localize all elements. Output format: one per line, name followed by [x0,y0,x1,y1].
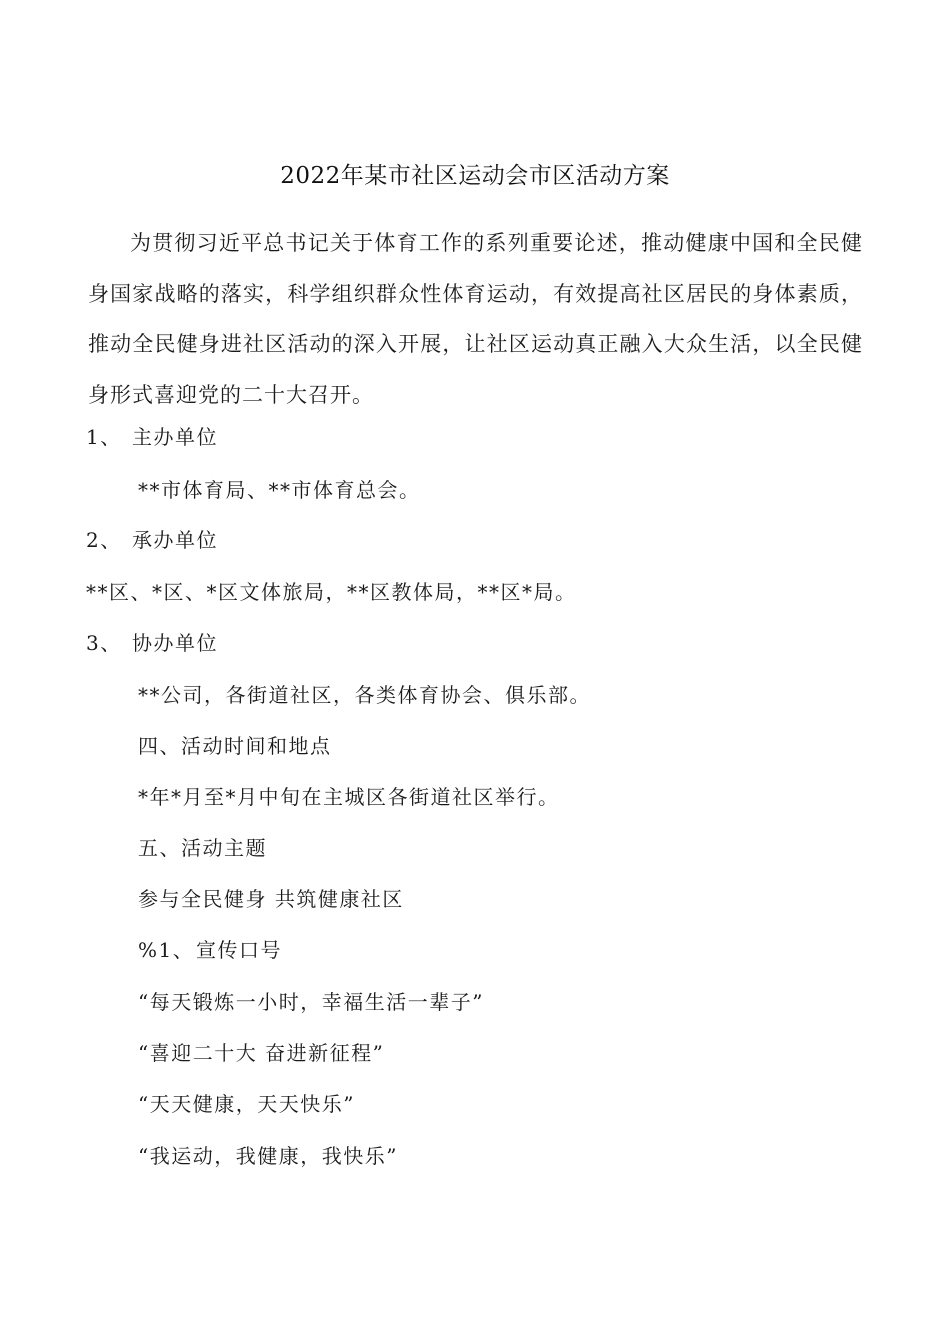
section-2-number: 2、 [86,528,122,552]
section-2-content: **区、*区、*区文体旅局，**区教体局，**区*局。 [86,580,577,604]
section-6-heading [138,934,282,966]
section-1-number: 1、 [86,425,122,449]
section-3-title: 协办单位 [132,631,218,655]
section-6-number: %1、 [138,938,195,962]
slogan-1: “每天锻炼一小时，幸福生活一辈子” [138,990,484,1014]
section-2-title: 承办单位 [132,528,218,552]
slogan-3: “天天健康，天天快乐” [138,1092,355,1116]
section-5-content: 参与全民健身 共筑健康社区 [138,887,404,911]
section-3-number: 3、 [86,631,122,655]
section-1-content: **市体育局、**市体育总会。 [138,478,421,502]
section-2-heading [86,524,218,556]
section-4-heading: 四、活动时间和地点 [138,734,332,758]
section-3-content: **公司，各街道社区，各类体育协会、俱乐部。 [138,683,591,707]
document-title: 2022年某市社区运动会市区活动方案 [280,163,670,189]
section-1-title: 主办单位 [132,425,218,449]
section-5-heading: 五、活动主题 [138,836,267,860]
section-6-title: 宣传口号 [196,938,282,962]
slogan-4: “我运动，我健康，我快乐” [138,1144,398,1168]
section-3-heading [86,627,218,659]
section-4-content: *年*月至*月中旬在主城区各街道社区举行。 [138,785,560,809]
slogan-2: “喜迎二十大 奋进新征程” [138,1041,385,1065]
intro-paragraph: 为贯彻习近平总书记关于体育工作的系列重要论述，推动健康中国和全民健身国家战略的落实，科学组织群众性体育运动，有效提高社区居民的身体素质，推动全民健身进社区活动的深入开展，让社区运动真正融入大众生活，以全民健身形式喜迎党的二十大召开。 [88,231,863,407]
section-1-heading [86,421,218,453]
